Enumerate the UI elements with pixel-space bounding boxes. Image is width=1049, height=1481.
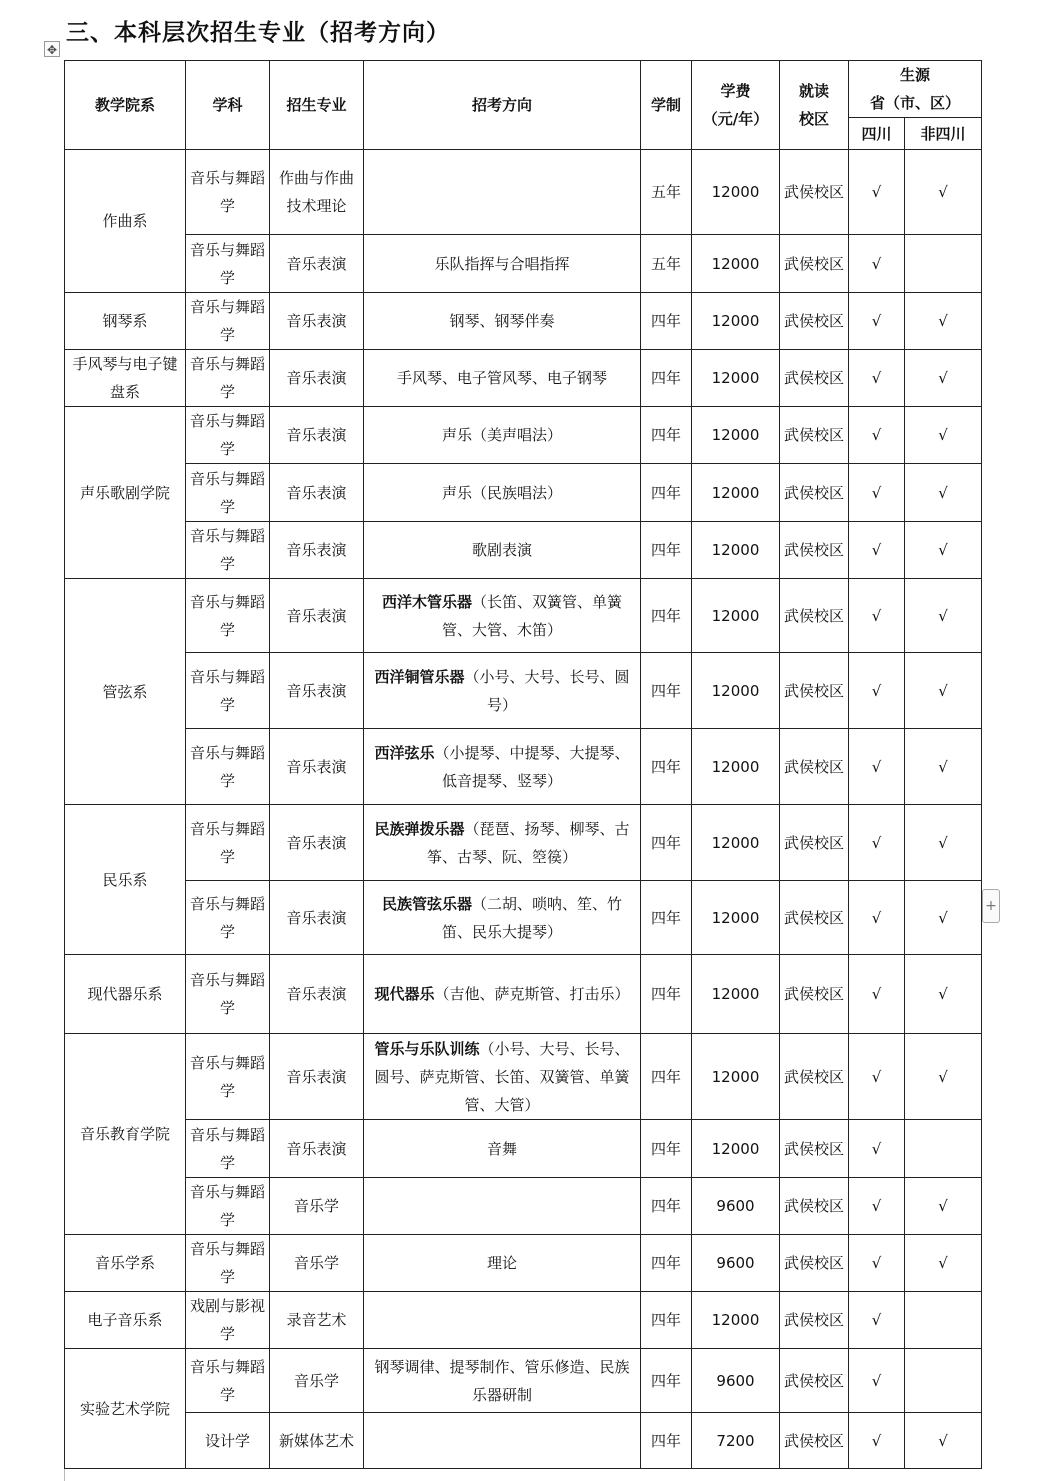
years-cell: 四年: [641, 464, 692, 522]
sichuan-check-cell: √: [849, 1235, 905, 1292]
discipline-cell: 音乐与舞蹈学: [186, 1120, 270, 1178]
direction-cell: [364, 235, 641, 293]
non-sichuan-check-cell: √: [905, 881, 982, 955]
sichuan-check-cell: √: [849, 1178, 905, 1235]
sichuan-check-cell: √: [849, 955, 905, 1034]
fee-cell: 12000: [692, 1292, 780, 1349]
direction-cell: [364, 729, 641, 805]
years-cell: 四年: [641, 1235, 692, 1292]
sichuan-check-cell: √: [849, 579, 905, 653]
direction-bold-label: 西洋铜管乐器: [374, 667, 465, 686]
table-row: [65, 407, 982, 464]
sichuan-check-cell: √: [849, 1120, 905, 1178]
years-cell: 四年: [641, 579, 692, 653]
non-sichuan-check-cell: √: [905, 293, 982, 350]
campus-cell: 武侯校区: [780, 579, 849, 653]
major-cell: 录音艺术: [270, 1292, 364, 1349]
direction-bold-label: 民族管弦乐器: [381, 894, 472, 913]
table-row: [65, 955, 982, 1034]
campus-cell: 武侯校区: [780, 407, 849, 464]
discipline-cell: 音乐与舞蹈学: [186, 464, 270, 522]
admissions-table: [64, 60, 982, 1469]
fee-cell: 12000: [692, 1034, 780, 1120]
table-row: [65, 522, 982, 579]
fee-cell: 7200: [692, 1413, 780, 1469]
fee-cell: 9600: [692, 1235, 780, 1292]
dept-cell: 钢琴系: [65, 293, 186, 350]
discipline-cell: 音乐与舞蹈学: [186, 150, 270, 235]
direction-text: （琵琶、扬琴、柳琴、古筝、古琴、阮、箜篌）: [426, 819, 630, 866]
dept-cell: 音乐教育学院: [65, 1034, 186, 1235]
header-source-line1: 生源: [900, 66, 931, 84]
campus-cell: 武侯校区: [780, 805, 849, 881]
years-cell: 四年: [641, 805, 692, 881]
direction-text: （长笛、双簧管、单簧管、大管、木笛）: [441, 592, 623, 639]
sichuan-check-cell: √: [849, 805, 905, 881]
discipline-cell: 音乐与舞蹈学: [186, 881, 270, 955]
table-row: [65, 729, 982, 805]
header-dept: 教学院系: [65, 61, 186, 150]
direction-text: 钢琴、钢琴伴奏: [449, 312, 555, 330]
discipline-cell: 音乐与舞蹈学: [186, 653, 270, 729]
table-row: [65, 1349, 982, 1413]
discipline-cell: 音乐与舞蹈学: [186, 1178, 270, 1235]
dept-cell: 电子音乐系: [65, 1292, 186, 1349]
header-major: 招生专业: [270, 61, 364, 150]
direction-text: 理论: [486, 1254, 517, 1272]
discipline-cell: 音乐与舞蹈学: [186, 350, 270, 407]
fee-cell: 12000: [692, 955, 780, 1034]
non-sichuan-check-cell: √: [905, 579, 982, 653]
direction-cell: [364, 1349, 641, 1413]
fee-cell: 12000: [692, 235, 780, 293]
discipline-cell: 音乐与舞蹈学: [186, 235, 270, 293]
years-cell: 四年: [641, 1413, 692, 1469]
add-row-button[interactable]: +: [982, 889, 1000, 923]
direction-cell: [364, 579, 641, 653]
major-cell: 音乐表演: [270, 293, 364, 350]
table-body: [65, 150, 982, 1469]
sichuan-check-cell: √: [849, 407, 905, 464]
sichuan-check-cell: √: [849, 522, 905, 579]
campus-cell: 武侯校区: [780, 464, 849, 522]
direction-cell: [364, 407, 641, 464]
discipline-cell: 音乐与舞蹈学: [186, 522, 270, 579]
sichuan-check-cell: √: [849, 350, 905, 407]
direction-cell: [364, 1413, 641, 1469]
direction-text: （吉他、萨克斯管、打击乐）: [434, 985, 630, 1003]
sichuan-check-cell: √: [849, 1413, 905, 1469]
years-cell: 四年: [641, 522, 692, 579]
dept-cell: 声乐歌剧学院: [65, 407, 186, 579]
years-cell: 四年: [641, 1120, 692, 1178]
header-source-line2: 省（市、区）: [870, 94, 961, 112]
table-row: [65, 1235, 982, 1292]
campus-cell: 武侯校区: [780, 150, 849, 235]
direction-cell: [364, 1034, 641, 1120]
major-cell: 音乐表演: [270, 235, 364, 293]
direction-text: 歌剧表演: [471, 541, 532, 559]
header-campus-line2: 校区: [798, 110, 829, 128]
years-cell: 五年: [641, 235, 692, 293]
direction-cell: [364, 150, 641, 235]
table-row: [65, 805, 982, 881]
fee-cell: 12000: [692, 464, 780, 522]
sichuan-check-cell: √: [849, 881, 905, 955]
direction-cell: [364, 350, 641, 407]
campus-cell: 武侯校区: [780, 1034, 849, 1120]
sichuan-check-cell: √: [849, 1292, 905, 1349]
discipline-cell: 音乐与舞蹈学: [186, 805, 270, 881]
table-row: [65, 464, 982, 522]
direction-cell: [364, 955, 641, 1034]
campus-cell: 武侯校区: [780, 881, 849, 955]
direction-cell: [364, 293, 641, 350]
major-cell: 音乐学: [270, 1349, 364, 1413]
campus-cell: 武侯校区: [780, 293, 849, 350]
campus-cell: 武侯校区: [780, 1292, 849, 1349]
major-cell: 音乐学: [270, 1178, 364, 1235]
discipline-cell: 音乐与舞蹈学: [186, 955, 270, 1034]
years-cell: 四年: [641, 1178, 692, 1235]
direction-text: （小提琴、中提琴、大提琴、低音提琴、竖琴）: [434, 743, 630, 790]
fee-cell: 12000: [692, 350, 780, 407]
years-cell: 四年: [641, 350, 692, 407]
table-row: [65, 881, 982, 955]
direction-cell: [364, 881, 641, 955]
direction-text: 手风琴、电子管风琴、电子钢琴: [396, 369, 607, 387]
fee-cell: 9600: [692, 1178, 780, 1235]
direction-bold-label: 民族弹拨乐器: [374, 819, 465, 838]
direction-bold-label: 西洋木管乐器: [381, 592, 472, 611]
fee-cell: 12000: [692, 522, 780, 579]
direction-text: 钢琴调律、提琴制作、管乐修造、民族乐器研制: [374, 1357, 630, 1404]
direction-text: （二胡、唢呐、笙、竹笛、民乐大提琴）: [441, 894, 623, 941]
discipline-cell: 设计学: [186, 1413, 270, 1469]
direction-text: 乐队指挥与合唱指挥: [434, 254, 570, 273]
major-cell: 音乐表演: [270, 729, 364, 805]
fee-cell: 12000: [692, 407, 780, 464]
header-sichuan: 四川: [849, 118, 905, 150]
years-cell: 四年: [641, 955, 692, 1034]
direction-bold-label: 管乐与乐队训练: [374, 1039, 480, 1058]
direction-cell: [364, 522, 641, 579]
major-cell: 音乐学: [270, 1235, 364, 1292]
header-fee-line2: （元/年）: [702, 110, 769, 128]
page-margin-line: [64, 1468, 65, 1481]
fee-cell: 12000: [692, 293, 780, 350]
discipline-cell: 音乐与舞蹈学: [186, 1349, 270, 1413]
campus-cell: 武侯校区: [780, 1349, 849, 1413]
dept-cell: 音乐学系: [65, 1235, 186, 1292]
campus-cell: 武侯校区: [780, 1235, 849, 1292]
non-sichuan-check-cell: √: [905, 350, 982, 407]
years-cell: 四年: [641, 729, 692, 805]
direction-text: 音舞: [486, 1139, 517, 1158]
campus-cell: 武侯校区: [780, 653, 849, 729]
dept-cell: 实验艺术学院: [65, 1349, 186, 1469]
campus-cell: 武侯校区: [780, 1120, 849, 1178]
sichuan-check-cell: √: [849, 729, 905, 805]
sichuan-check-cell: √: [849, 464, 905, 522]
dept-cell: 民乐系: [65, 805, 186, 955]
sichuan-check-cell: √: [849, 150, 905, 235]
years-cell: 四年: [641, 1034, 692, 1120]
non-sichuan-check-cell: √: [905, 805, 982, 881]
campus-cell: 武侯校区: [780, 1413, 849, 1469]
direction-text: （小号、大号、长号、圆号）: [464, 667, 630, 714]
table-row: [65, 150, 982, 235]
table-row: [65, 1120, 982, 1178]
campus-cell: 武侯校区: [780, 235, 849, 293]
discipline-cell: 音乐与舞蹈学: [186, 407, 270, 464]
years-cell: 四年: [641, 1292, 692, 1349]
table-header: [65, 61, 982, 150]
header-source: [849, 61, 982, 118]
header-fee: [692, 61, 780, 150]
major-cell: 新媒体艺术: [270, 1413, 364, 1469]
direction-cell: [364, 1120, 641, 1178]
dept-cell: 手风琴与电子键盘系: [65, 350, 186, 407]
non-sichuan-check-cell: √: [905, 522, 982, 579]
discipline-cell: 戏剧与影视学: [186, 1292, 270, 1349]
header-campus: [780, 61, 849, 150]
years-cell: 四年: [641, 293, 692, 350]
table-move-handle-icon[interactable]: ✥: [44, 41, 60, 57]
sichuan-check-cell: √: [849, 653, 905, 729]
campus-cell: 武侯校区: [780, 350, 849, 407]
header-fee-line1: 学费: [720, 82, 751, 100]
discipline-cell: 音乐与舞蹈学: [186, 579, 270, 653]
major-cell: 音乐表演: [270, 579, 364, 653]
table-row: [65, 1292, 982, 1349]
header-direction: 招考方向: [364, 61, 641, 150]
non-sichuan-check-cell: √: [905, 729, 982, 805]
non-sichuan-check-cell: √: [905, 150, 982, 235]
major-cell: 音乐表演: [270, 464, 364, 522]
major-cell: 音乐表演: [270, 881, 364, 955]
direction-text: 声乐（美声唱法）: [441, 426, 562, 444]
non-sichuan-check-cell: [905, 235, 982, 293]
table-row: [65, 350, 982, 407]
sichuan-check-cell: √: [849, 1349, 905, 1413]
non-sichuan-check-cell: √: [905, 955, 982, 1034]
direction-text: 声乐（民族唱法）: [441, 483, 562, 502]
direction-cell: [364, 464, 641, 522]
fee-cell: 12000: [692, 653, 780, 729]
non-sichuan-check-cell: √: [905, 1235, 982, 1292]
years-cell: 五年: [641, 150, 692, 235]
direction-cell: [364, 805, 641, 881]
table-row: [65, 235, 982, 293]
non-sichuan-check-cell: [905, 1349, 982, 1413]
non-sichuan-check-cell: [905, 1292, 982, 1349]
direction-cell: [364, 653, 641, 729]
years-cell: 四年: [641, 653, 692, 729]
campus-cell: 武侯校区: [780, 729, 849, 805]
table-row: [65, 1034, 982, 1120]
sichuan-check-cell: √: [849, 1034, 905, 1120]
dept-cell: 现代器乐系: [65, 955, 186, 1034]
header-non-sichuan: 非四川: [905, 118, 982, 150]
non-sichuan-check-cell: √: [905, 1034, 982, 1120]
discipline-cell: 音乐与舞蹈学: [186, 1034, 270, 1120]
fee-cell: 12000: [692, 805, 780, 881]
non-sichuan-check-cell: √: [905, 464, 982, 522]
dept-cell: 管弦系: [65, 579, 186, 805]
campus-cell: 武侯校区: [780, 1178, 849, 1235]
table-row: [65, 293, 982, 350]
years-cell: 四年: [641, 407, 692, 464]
discipline-cell: 音乐与舞蹈学: [186, 293, 270, 350]
discipline-cell: 音乐与舞蹈学: [186, 1235, 270, 1292]
major-cell: 音乐表演: [270, 407, 364, 464]
sichuan-check-cell: √: [849, 293, 905, 350]
non-sichuan-check-cell: √: [905, 653, 982, 729]
non-sichuan-check-cell: [905, 1120, 982, 1178]
major-cell: 作曲与作曲技术理论: [270, 150, 364, 235]
fee-cell: 12000: [692, 1120, 780, 1178]
major-cell: 音乐表演: [270, 955, 364, 1034]
campus-cell: 武侯校区: [780, 955, 849, 1034]
major-cell: 音乐表演: [270, 1120, 364, 1178]
page-title: 三、本科层次招生专业（招考方向）: [66, 19, 450, 46]
table-row: [65, 1413, 982, 1469]
direction-cell: [364, 1292, 641, 1349]
major-cell: 音乐表演: [270, 350, 364, 407]
fee-cell: 9600: [692, 1349, 780, 1413]
table-row: [65, 1178, 982, 1235]
major-cell: 音乐表演: [270, 805, 364, 881]
non-sichuan-check-cell: √: [905, 1178, 982, 1235]
campus-cell: 武侯校区: [780, 522, 849, 579]
direction-bold-label: 现代器乐: [374, 985, 435, 1003]
years-cell: 四年: [641, 881, 692, 955]
fee-cell: 12000: [692, 729, 780, 805]
header-years: 学制: [641, 61, 692, 150]
direction-text: （小号、大号、长号、圆号、萨克斯管、长笛、双簧管、单簧管、大管）: [374, 1039, 630, 1114]
header-campus-line1: 就读: [798, 82, 829, 100]
direction-bold-label: 西洋弦乐: [374, 743, 435, 762]
fee-cell: 12000: [692, 881, 780, 955]
fee-cell: 12000: [692, 150, 780, 235]
direction-cell: [364, 1235, 641, 1292]
years-cell: 四年: [641, 1349, 692, 1413]
discipline-cell: 音乐与舞蹈学: [186, 729, 270, 805]
dept-cell: 作曲系: [65, 150, 186, 293]
non-sichuan-check-cell: √: [905, 407, 982, 464]
header-discipline: 学科: [186, 61, 270, 150]
non-sichuan-check-cell: √: [905, 1413, 982, 1469]
major-cell: 音乐表演: [270, 522, 364, 579]
direction-cell: [364, 1178, 641, 1235]
major-cell: 音乐表演: [270, 1034, 364, 1120]
major-cell: 音乐表演: [270, 653, 364, 729]
fee-cell: 12000: [692, 579, 780, 653]
table-row: [65, 579, 982, 653]
table-row: [65, 653, 982, 729]
sichuan-check-cell: √: [849, 235, 905, 293]
